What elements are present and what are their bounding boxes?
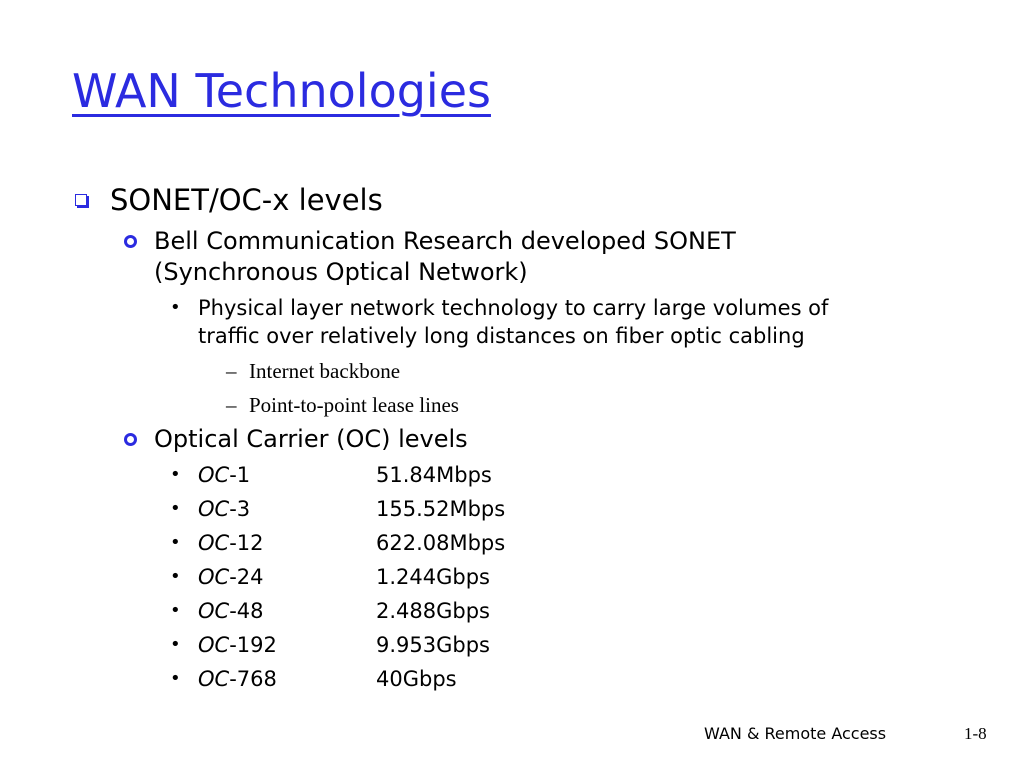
slide-title: WAN Technologies <box>72 64 491 118</box>
ring-bullet-icon <box>124 235 137 248</box>
dot-bullet-icon: • <box>170 634 181 655</box>
oc-level-name: OC-3 <box>198 497 251 521</box>
dash-bullet-icon: – <box>226 393 237 417</box>
sonet-heading-text: SONET/OC-x levels <box>110 183 383 217</box>
oc-level-item <box>170 665 590 693</box>
bullet-bellcore <box>124 226 844 286</box>
oc-level-rate: 9.953Gbps <box>376 633 490 657</box>
oc-level-name: OC-768 <box>198 667 277 691</box>
oc-level-rate: 51.84Mbps <box>376 463 492 487</box>
dot-bullet-icon: • <box>170 498 181 519</box>
ring-bullet-icon <box>124 433 137 446</box>
oc-level-rate: 622.08Mbps <box>376 531 506 555</box>
use-text: Internet backbone <box>249 359 401 383</box>
dot-bullet-icon: • <box>170 600 181 621</box>
oc-level-item <box>170 461 590 489</box>
physical-line-2: traffic over relatively long distances on fiber optic cabling <box>198 324 805 348</box>
dash-bullet-icon: – <box>226 359 237 383</box>
dot-bullet-icon: • <box>170 464 181 485</box>
oc-level-item <box>170 495 590 523</box>
oc-level-item <box>170 597 590 625</box>
oc-level-name: OC-24 <box>198 565 264 589</box>
dot-bullet-icon: • <box>170 532 181 553</box>
oc-level-rate: 40Gbps <box>376 667 457 691</box>
oc-level-rate: 1.244Gbps <box>376 565 490 589</box>
dot-bullet-icon: • <box>170 297 181 318</box>
oc-level-item <box>170 631 590 659</box>
oc-level-name: OC-48 <box>198 599 264 623</box>
bullet-use-internet-backbone <box>226 357 526 385</box>
oc-level-rate: 2.488Gbps <box>376 599 490 623</box>
bullet-sonet <box>72 182 472 218</box>
use-text: Point-to-point lease lines <box>249 393 459 417</box>
bellcore-line-2: (Synchronous Optical Network) <box>154 258 528 286</box>
oc-level-rate: 155.52Mbps <box>376 497 506 521</box>
bullet-use-point-to-point <box>226 391 526 419</box>
bullet-optical-carrier <box>124 424 624 454</box>
bullet-physical-layer <box>170 294 930 350</box>
dot-bullet-icon: • <box>170 566 181 587</box>
bellcore-line-1: Bell Communication Research developed SONET <box>154 227 736 255</box>
oc-level-item <box>170 529 590 557</box>
oc-heading-text: Optical Carrier (OC) levels <box>154 425 468 453</box>
footer-course-title: WAN & Remote Access <box>704 724 887 743</box>
footer-page-number: 1-8 <box>964 724 987 743</box>
oc-level-name: OC-12 <box>198 531 264 555</box>
oc-level-name: OC-1 <box>198 463 251 487</box>
hollow-square-bullet-icon <box>75 194 87 206</box>
physical-line-1: Physical layer network technology to carry large volumes of <box>198 296 829 320</box>
oc-level-name: OC-192 <box>198 633 277 657</box>
dot-bullet-icon: • <box>170 668 181 689</box>
oc-level-item <box>170 563 590 591</box>
